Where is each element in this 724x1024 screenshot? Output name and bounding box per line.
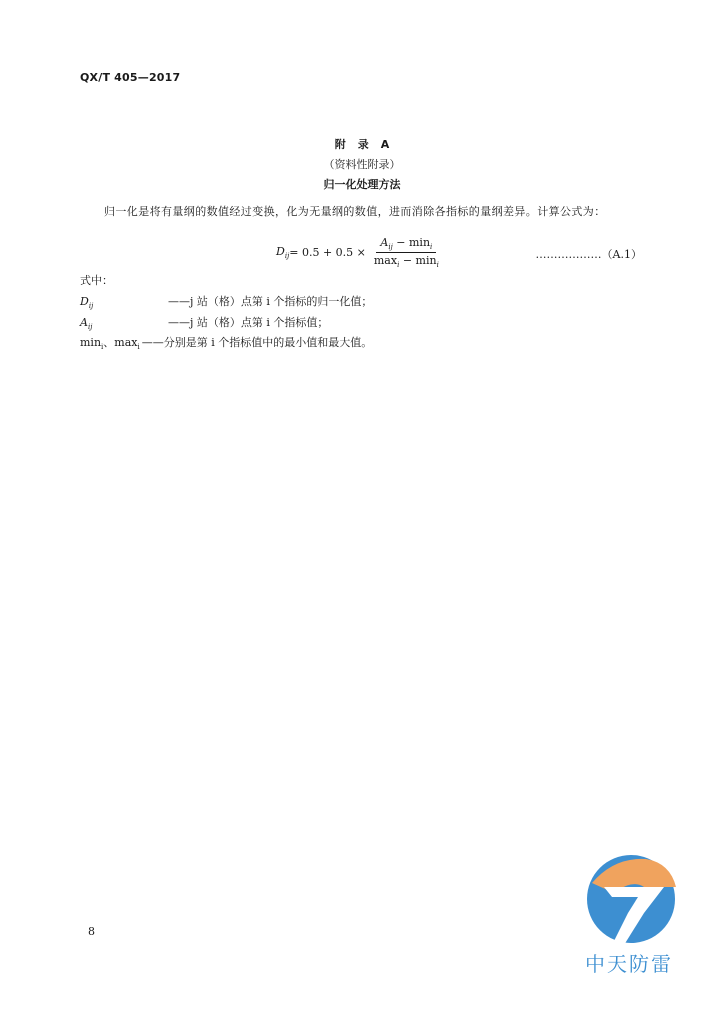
appendix-type: （资料性附录） bbox=[323, 158, 401, 171]
formula-lhs: $D_{ij}$ bbox=[276, 245, 290, 261]
formula-denominator: $\max_i - \min_i$ bbox=[373, 254, 439, 270]
definition-symbol: $D_{ij}$ bbox=[80, 295, 94, 311]
appendix-label-1: 附 bbox=[334, 138, 346, 151]
appendix-title: 归一化处理方法 bbox=[323, 178, 401, 191]
definition-row bbox=[80, 293, 372, 310]
appendix-label-2: 录 bbox=[357, 138, 369, 151]
definition-desc: ——分别是第 i 个指标值中的最小值和最大值。 bbox=[141, 336, 373, 349]
definition-symbol: $\min_i$、$\max_i$ bbox=[80, 336, 140, 352]
definition-desc: ——j 站（格）点第 i 个指标值； bbox=[168, 316, 329, 329]
definition-symbol: $A_{ij}$ bbox=[80, 316, 93, 332]
definitions-intro: 式中： bbox=[80, 274, 113, 287]
logo-text: 中天防雷 bbox=[585, 952, 673, 976]
body-paragraph: 归一化是将有量纲的数值经过变换，化为无量纲的数值，进而消除各指标的量纲差异。计算公式为： bbox=[104, 205, 606, 218]
definition-row bbox=[80, 334, 372, 351]
page-number: 8 bbox=[88, 925, 95, 938]
formula-numerator: $A_{ij} - \min_i$ bbox=[376, 236, 436, 253]
definition-desc: ——j 站（格）点第 i 个指标的归一化值； bbox=[168, 295, 373, 308]
formula-a1 bbox=[276, 236, 443, 269]
appendix-label bbox=[0, 136, 724, 152]
definition-row bbox=[80, 314, 328, 331]
formula-rhs-prefix: = 0.5 + 0.5 × bbox=[289, 246, 366, 260]
appendix-label-3: A bbox=[380, 138, 390, 151]
standard-code: QX/T 405—2017 bbox=[80, 71, 181, 84]
formula-fraction bbox=[370, 236, 443, 269]
equation-number: ………………（A.1） bbox=[535, 248, 642, 261]
